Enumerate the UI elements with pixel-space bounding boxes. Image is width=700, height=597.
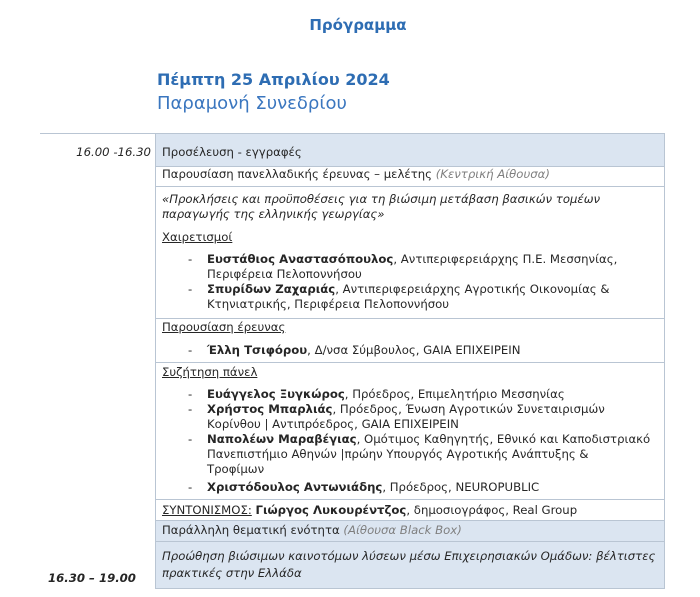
speaker-line (207, 480, 539, 495)
speaker-line (207, 343, 520, 358)
moderator-line (162, 503, 577, 518)
session-quote-line: παραγωγής της ελληνικής γεωργίας» (162, 207, 385, 221)
speaker-role: Πανεπιστήμιο Αθηνών |πρώην Υπουργός Αγροτικής Ανάπτυξης & (207, 447, 589, 461)
speaker-name: Ναπολέων Μαραβέγιας (207, 432, 357, 446)
speaker-line (207, 402, 605, 417)
parallel-session-title-line: Προώθηση βιώσιμων καινοτόμων λύσεων μέσω Επιχειρησιακών Ομάδων: βέλτιστες (162, 549, 656, 563)
table-bottom-border (155, 588, 665, 589)
speaker-role: , Πρόεδρος, Ένωση Αγροτικών Συνεταιρισμών (332, 402, 605, 416)
speaker-role: , Πρόεδρος, Επιμελητήριο Μεσσηνίας (344, 387, 565, 401)
room-label: (Αίθουσα Black Box) (343, 523, 462, 537)
session-heading (162, 167, 550, 182)
speaker-role: , Ομότιμος Καθηγητής, Εθνικό και Καποδιστριακό (356, 432, 651, 446)
time-slot-1: 16.00 -16.30 (76, 145, 151, 159)
row-divider (155, 499, 665, 500)
arrival-label: Προσέλευση - εγγραφές (162, 145, 302, 159)
speaker-line (207, 432, 650, 447)
parallel-session-title-line: πρακτικές στην Ελλάδα (162, 566, 302, 580)
moderator-role: , δημοσιογράφος, Real Group (406, 503, 578, 517)
moderation-label: ΣΥΝΤΟΝΙΣΜΟΣ: (162, 503, 252, 517)
presentation-label: Παρουσίαση έρευνας (162, 320, 286, 334)
list-bullet: - (188, 432, 193, 446)
session-heading-text: Παρουσίαση πανελλαδικής έρευνας – μελέτης (162, 167, 432, 181)
parallel-session-heading (162, 523, 462, 538)
speaker-role: Τροφίμων (207, 462, 265, 476)
row-divider (155, 541, 665, 542)
table-top-border (40, 133, 665, 134)
speaker-role: Κτηνιατρικής, Περιφέρεια Πελοποννήσου (207, 297, 450, 311)
row-divider (155, 520, 665, 521)
session-quote-line: «Προκλήσεις και προϋποθέσεις για τη βιώσιμη μετάβαση βασικών τομέων (162, 192, 601, 206)
moderator-name: Γιώργος Λυκουρέντζος (255, 503, 407, 517)
day-subheading: Παραμονή Συνεδρίου (157, 93, 347, 114)
speaker-role: , Δ/νσα Σύμβουλος, GAIA ΕΠΙΧΕΙΡΕΙΝ (307, 343, 521, 357)
speaker-name: Χριστόδουλος Αντωνιάδης (207, 480, 383, 494)
speaker-name: Ευάγγελος Ξυγκώρος (207, 387, 345, 401)
time-slot-2: 16.30 – 19.00 (48, 571, 136, 585)
speaker-role: , Πρόεδρος, NEUROPUBLIC (382, 480, 540, 494)
speaker-name: Έλλη Τσιφόρου (207, 343, 308, 357)
speaker-name: Σπυρίδων Ζαχαριάς (207, 282, 336, 296)
speaker-name: Χρήστος Μπαρλιάς (207, 402, 333, 416)
list-bullet: - (188, 282, 193, 296)
row-divider (155, 318, 665, 319)
list-bullet: - (188, 402, 193, 416)
page-title: Πρόγραμμα (309, 16, 407, 34)
room-label: (Κεντρική Αίθουσα) (435, 167, 550, 181)
speaker-role: Περιφέρεια Πελοποννήσου (207, 267, 362, 281)
list-bullet: - (188, 252, 193, 266)
parallel-session-heading-text: Παράλληλη θεματική ενότητα (162, 523, 340, 537)
list-bullet: - (188, 343, 193, 357)
speaker-role: Κορίνθου | Αντιπρόεδρος, GAIA ΕΠΙΧΕΙΡΕΙΝ (207, 417, 459, 431)
list-bullet: - (188, 387, 193, 401)
row-divider (155, 186, 665, 187)
speaker-name: Ευστάθιος Αναστασόπουλος (207, 252, 394, 266)
speaker-line (207, 387, 565, 402)
row-divider (155, 362, 665, 363)
speaker-role: , Αντιπεριφερειάρχης Π.Ε. Μεσσηνίας, (393, 252, 618, 266)
list-bullet: - (188, 480, 193, 494)
speaker-line (207, 252, 617, 267)
greetings-label: Χαιρετισμοί (162, 230, 233, 244)
panel-label: Συζήτηση πάνελ (162, 365, 258, 379)
day-heading: Πέμπτη 25 Απριλίου 2024 (157, 70, 390, 89)
speaker-role: , Αντιπεριφερειάρχης Αγροτικής Οικονομίας & (335, 282, 610, 296)
speaker-line (207, 282, 609, 297)
